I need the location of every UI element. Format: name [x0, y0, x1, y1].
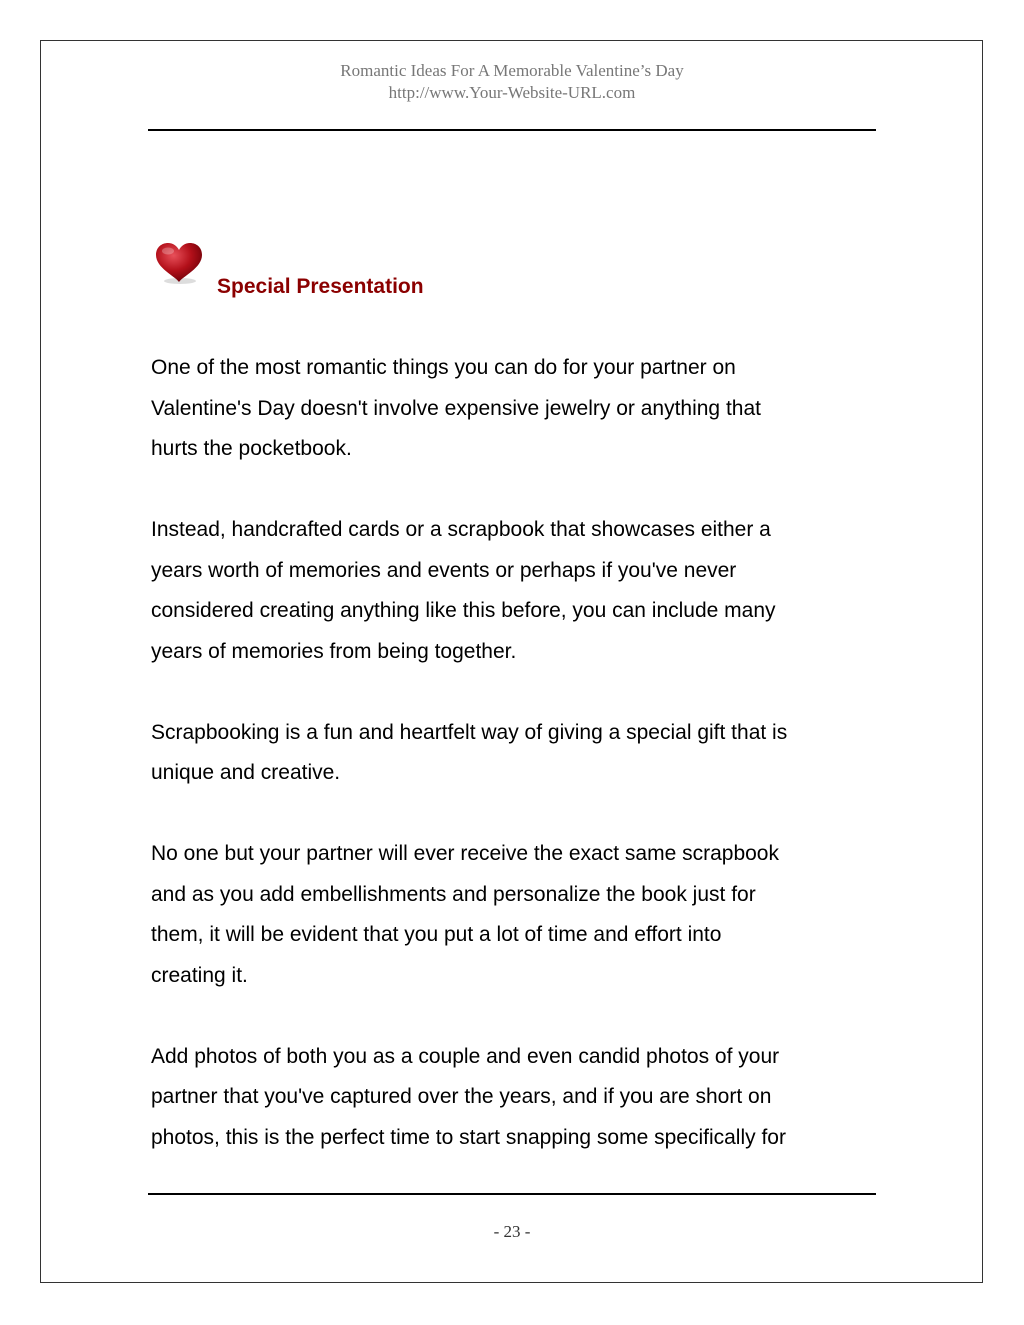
paragraph [151, 1037, 876, 1159]
paragraph [151, 348, 876, 470]
text-line: Instead, handcrafted cards or a scrapbook that showcases either a [151, 518, 771, 541]
text-line: Scrapbooking is a fun and heartfelt way of giving a special gift that is [151, 720, 788, 744]
section-title: Special Presentation [217, 275, 424, 298]
text-line: creating it. [151, 963, 248, 987]
text-line: Valentine's Day doesn't involve expensive jewelry or anything that [151, 396, 761, 420]
paragraph [151, 834, 876, 996]
text-line: and as you add embellishments and personalize the book just for [151, 882, 756, 906]
text-line: partner that you've captured over the years, and if you are short on [151, 1085, 772, 1108]
footer-rule [148, 1193, 876, 1195]
page-number: - 23 - [493, 1222, 531, 1241]
text-line: photos, this is the perfect time to start snapping some specifically for [151, 1125, 786, 1149]
text-line: years of memories from being together. [151, 639, 517, 663]
body-text [151, 348, 876, 1199]
text-line: Add photos of both you as a couple and even candid photos of your [151, 1044, 780, 1068]
header-rule [148, 129, 876, 131]
text-line: years worth of memories and events or perhaps if you've never [151, 558, 737, 582]
text-line: considered creating anything like this before, you can include many [151, 599, 776, 622]
text-line: One of the most romantic things you can do for your partner on [151, 356, 736, 379]
text-line: hurts the pocketbook. [151, 437, 352, 460]
header-title: Romantic Ideas For A Memorable Valentine’s Day [340, 61, 684, 80]
paragraph [151, 713, 876, 794]
header-url: http://www.Your-Website-URL.com [388, 83, 636, 102]
heart-icon [153, 240, 205, 286]
text-line: No one but your partner will ever receive the exact same scrapbook [151, 842, 779, 865]
text-line: them, it will be evident that you put a lot of time and effort into [151, 923, 722, 946]
page-header [0, 60, 1024, 104]
paragraph [151, 510, 876, 672]
text-line: unique and creative. [151, 761, 341, 784]
